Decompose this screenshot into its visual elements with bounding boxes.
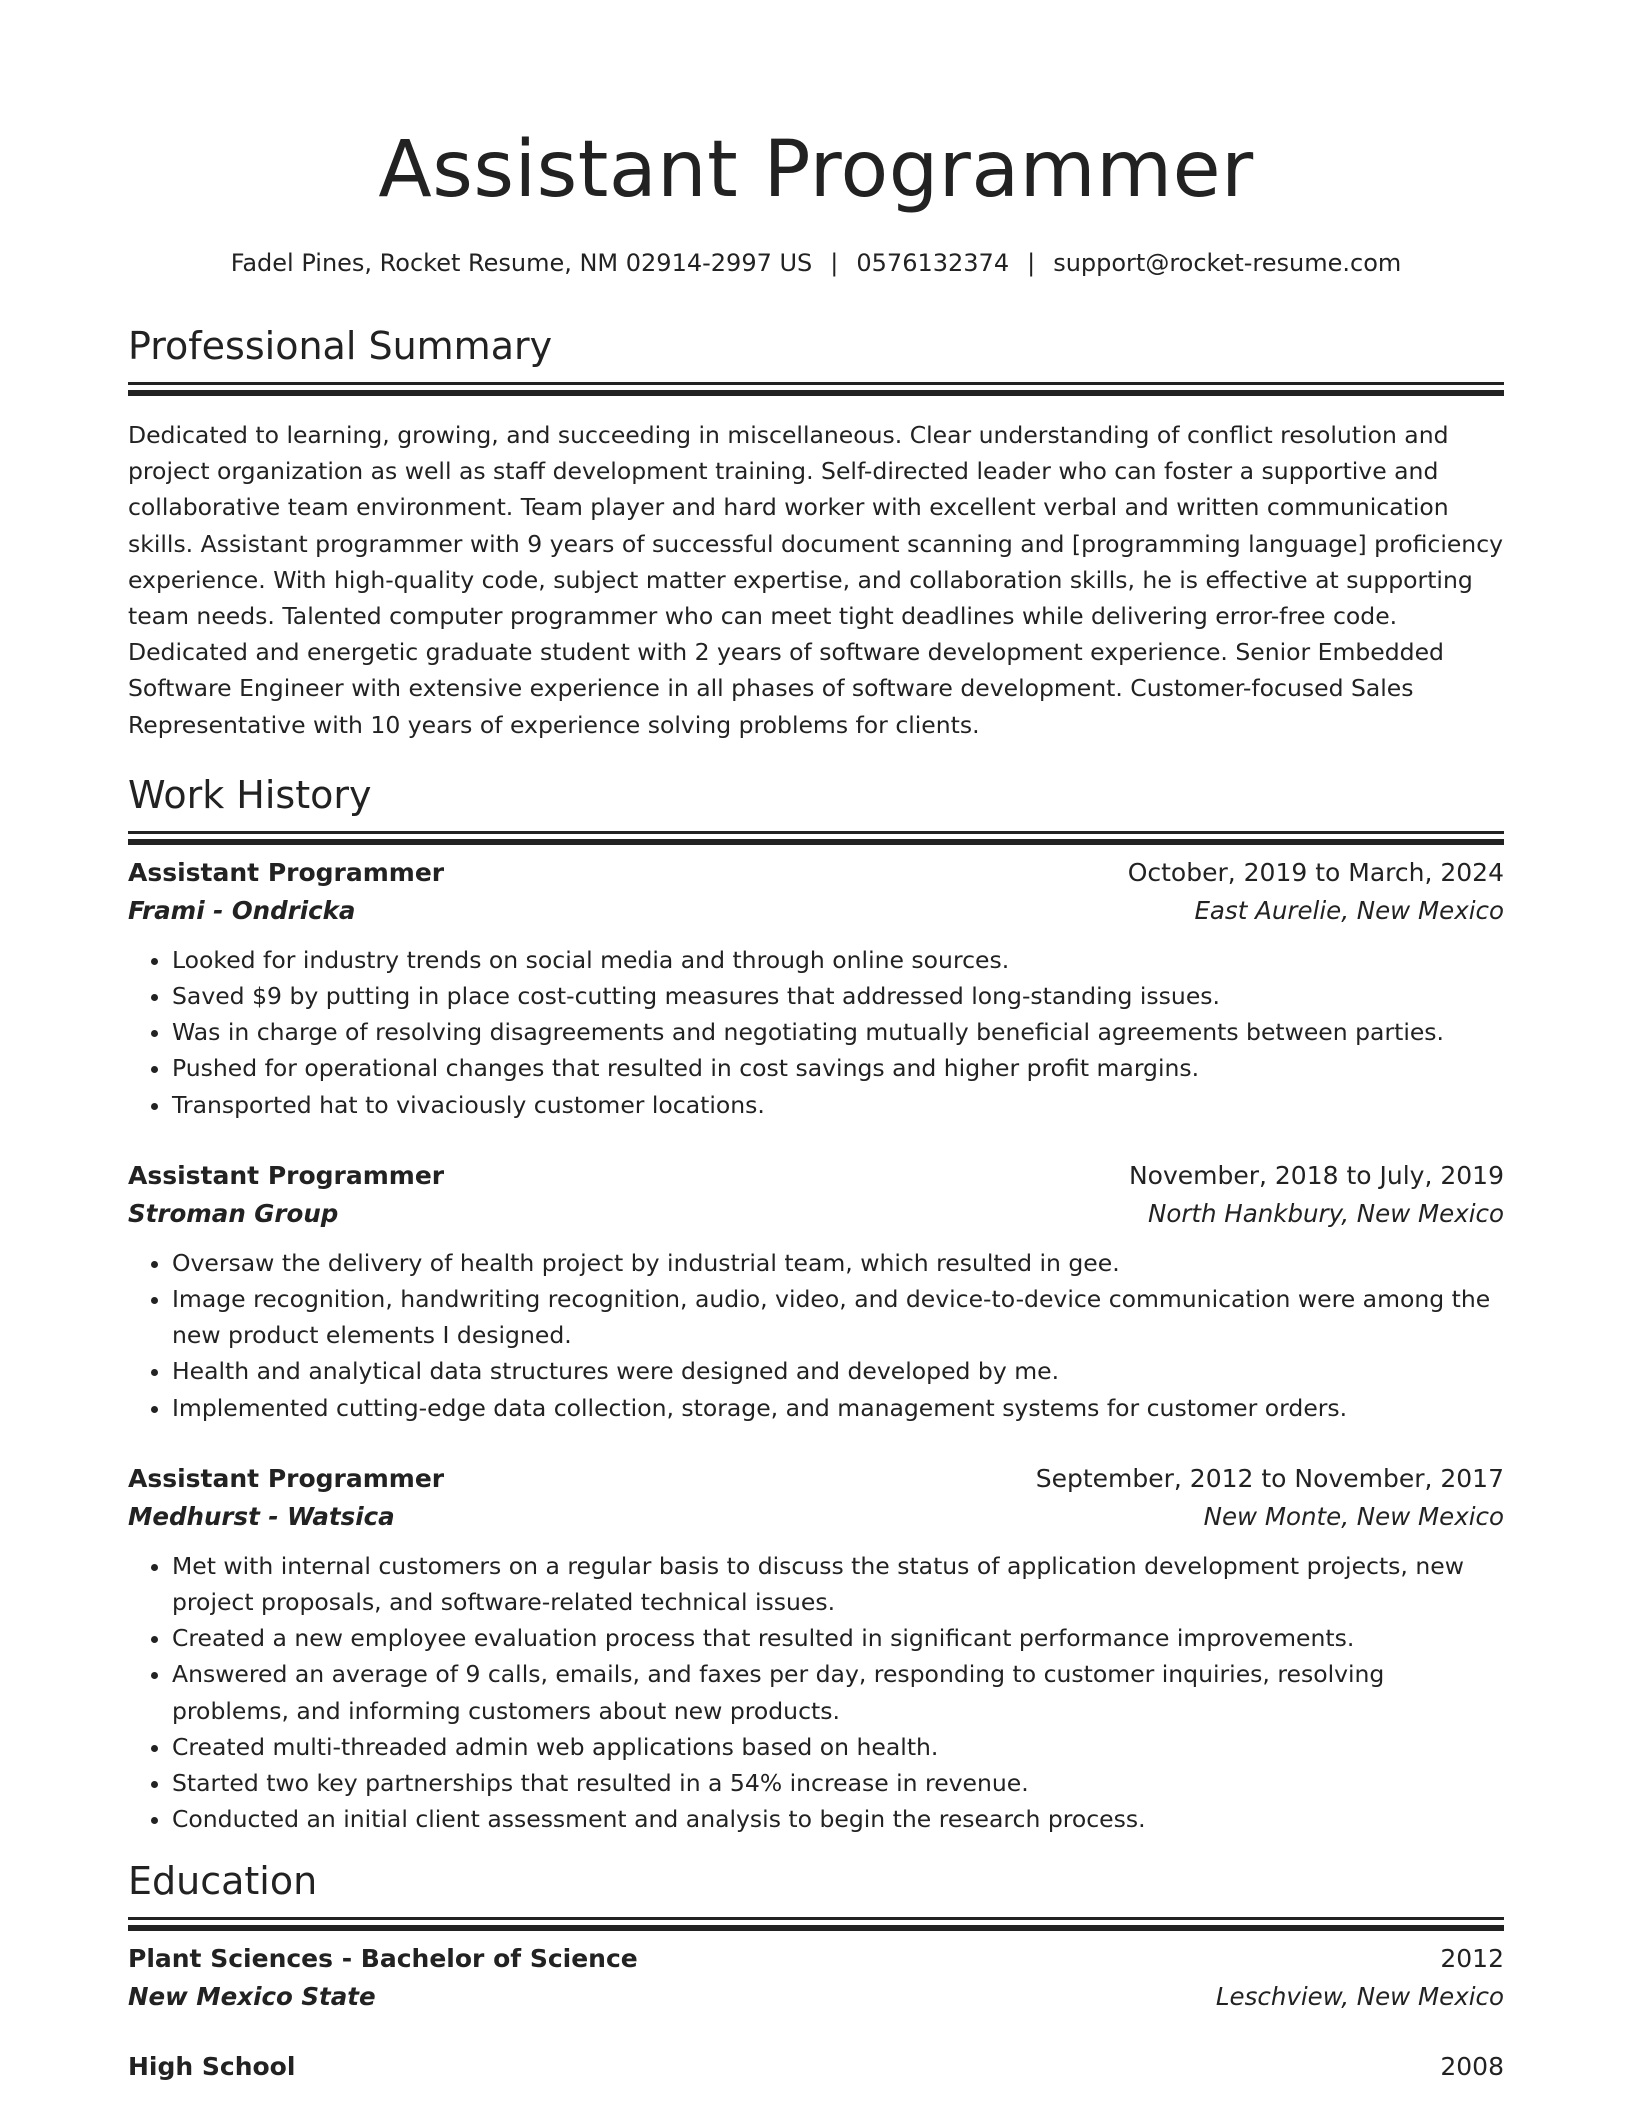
education-section (128, 1857, 1504, 2086)
contact-separator: | (1027, 249, 1036, 277)
contact-phone: 0576132374 (856, 249, 1010, 277)
bullet-item: • Was in charge of resolving disagreements and negotiating mutually beneficial agreements between parties. (172, 1014, 1504, 1050)
education-degree: Plant Sciences - Bachelor of Science (128, 1944, 638, 1974)
section-title-summary: Professional Summary (128, 324, 553, 368)
job-company: Medhurst - Watsica (128, 1501, 395, 1531)
education-location: Leschview, New Mexico (1215, 1982, 1504, 2012)
section-divider (128, 831, 1504, 834)
bullet-item: • Looked for industry trends on social media and through online sources. (172, 942, 1504, 978)
job-list (128, 854, 1504, 1838)
education-entry (128, 2048, 1504, 2086)
bullet-item: • Implemented cutting-edge data collection, storage, and management systems for customer orders. (172, 1390, 1504, 1426)
job-location: East Aurelie, New Mexico (1194, 895, 1504, 925)
job-company: Stroman Group (128, 1198, 339, 1228)
job-location: New Monte, New Mexico (1203, 1501, 1504, 1531)
job-bullets (128, 1548, 1504, 1838)
resume-page (128, 0, 1504, 2086)
summary-text: Dedicated to learning, growing, and succeeding in miscellaneous. Clear understanding of conflict resolution and project organization as well as staff development training. Self-directed leader who can foster a supportive and collaborative team environment. Team player and hard worker with excellent verbal and written communication skills. Assistant programmer with 9 years of successful document scanning and [programming language] proficiency experience. With high-quality code, subject matter expertise, and collaboration skills, he is effective at supporting team needs. Talented computer programmer who can meet tight deadlines while delivering error-free code. Dedicated and energetic graduate student with 2 years of software development experience. Senior Embedded Software Engineer with extensive experience in all phases of software development. Customer-focused Sales Representative with 10 years of experience solving problems for clients. (128, 421, 1504, 739)
bullet-item: • Conducted an initial client assessment and analysis to begin the research process. (172, 1801, 1504, 1837)
bullet-item: • Oversaw the delivery of health project by industrial team, which resulted in gee. (172, 1245, 1504, 1281)
contact-email: support@rocket-resume.com (1053, 249, 1402, 277)
resume-name: Assistant Programmer (378, 125, 1254, 215)
education-entry (128, 1940, 1504, 2016)
bullet-item: • Started two key partnerships that resulted in a 54% increase in revenue. (172, 1765, 1504, 1801)
bullet-item: • Health and analytical data structures were designed and developed by me. (172, 1353, 1504, 1389)
job-entry (128, 1460, 1504, 1838)
contact-address: Fadel Pines, Rocket Resume, NM 02914-2997 US (230, 249, 813, 277)
section-title-work: Work History (128, 772, 372, 817)
bullet-item: • Created multi-threaded admin web applications based on health. (172, 1729, 1504, 1765)
job-company: Frami - Ondricka (128, 895, 356, 925)
job-title: Assistant Programmer (128, 1160, 445, 1190)
bullet-item: • Image recognition, handwriting recognition, audio, video, and device-to-device communication were among the new product elements I designed. (172, 1281, 1504, 1353)
job-bullets (128, 942, 1504, 1123)
bullet-item: • Answered an average of 9 calls, emails, and faxes per day, responding to customer inquiries, resolving problems, and informing customers about new products. (172, 1656, 1504, 1728)
section-divider (128, 382, 1504, 385)
job-title: Assistant Programmer (128, 1463, 445, 1493)
job-entry (128, 854, 1504, 1123)
education-year: 2012 (1440, 1944, 1504, 1974)
job-dates: September, 2012 to November, 2017 (1035, 1463, 1504, 1493)
education-year: 2008 (1440, 2052, 1504, 2082)
job-dates: October, 2019 to March, 2024 (1127, 857, 1504, 887)
bullet-item: • Transported hat to vivaciously customer locations. (172, 1087, 1504, 1123)
job-location: North Hankbury, New Mexico (1148, 1198, 1504, 1228)
job-dates: November, 2018 to July, 2019 (1128, 1160, 1504, 1190)
section-title-education: Education (128, 1859, 318, 1904)
section-divider (128, 1917, 1504, 1920)
work-history-section (128, 771, 1504, 1838)
contact-line (128, 248, 1504, 278)
bullet-item: • Created a new employee evaluation process that resulted in significant performance improvements. (172, 1620, 1504, 1656)
education-degree: High School (128, 2052, 296, 2082)
job-title: Assistant Programmer (128, 857, 445, 887)
bullet-item: • Saved $9 by putting in place cost-cutting measures that addressed long-standing issues. (172, 978, 1504, 1014)
contact-separator: | (830, 249, 839, 277)
bullet-item: • Met with internal customers on a regular basis to discuss the status of application development projects, new project proposals, and software-related technical issues. (172, 1548, 1504, 1620)
education-school: New Mexico State (128, 1982, 376, 2012)
job-entry (128, 1157, 1504, 1426)
bullet-item: • Pushed for operational changes that resulted in cost savings and higher profit margins. (172, 1050, 1504, 1086)
professional-summary-section (128, 322, 1504, 743)
job-bullets (128, 1245, 1504, 1426)
